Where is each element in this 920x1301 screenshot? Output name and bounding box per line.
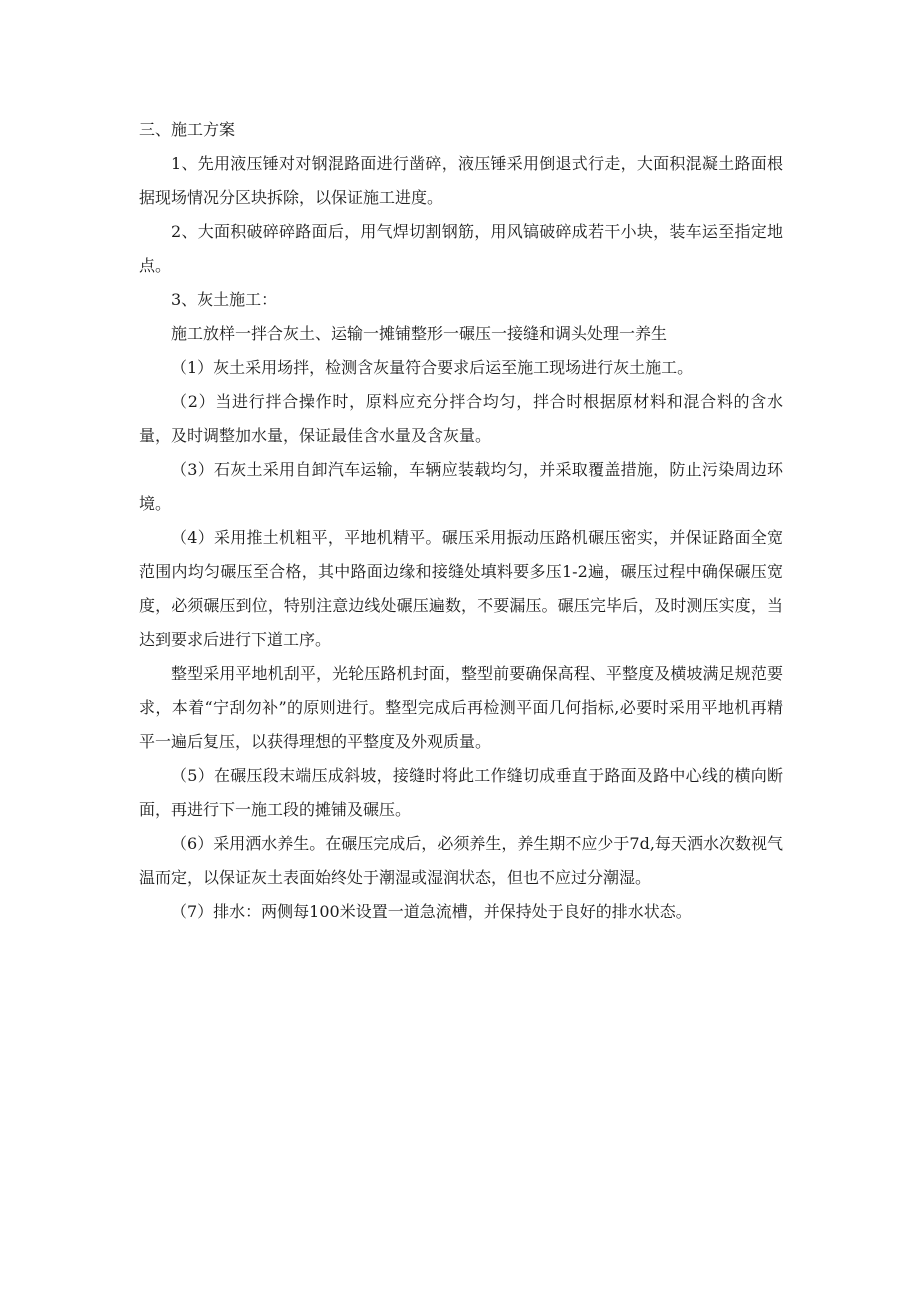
paragraph-demolition-step-1: 1、先用液压锤对对钢混路面进行凿碎，液压锤采用倒退式行走，大面积混凝土路面根据现场情况分区块拆除，以保证施工进度。 <box>139 154 783 207</box>
paragraph-demolition-step-2: 2、大面积破碎碎路面后，用气焊切割钢筋，用风镐破碎成若干小块，装车运至指定地点。 <box>139 222 783 275</box>
paragraph-item-7: （7）排水：两侧每100米设置一道急流槽，并保持处于良好的排水状态。 <box>171 902 692 921</box>
paragraph-item-5: （5）在碾压段末端压成斜坡，接缝时将此工作缝切成垂直于路面及路中心线的横向断面，再进行下一施工段的摊铺及碾压。 <box>139 766 783 819</box>
paragraph-item-1: （1）灰土采用场拌，检测含灰量符合要求后运至施工现场进行灰土施工。 <box>171 358 694 377</box>
paragraph-lime-soil-title: 3、灰土施工： <box>171 290 278 309</box>
paragraph-item-6: （6）采用洒水养生。在碾压完成后，必须养生，养生期不应少于7d,每天洒水次数视气温而定，以保证灰土表面始终处于潮湿或湿润状态，但也不应过分潮湿。 <box>139 834 783 887</box>
document-body <box>139 113 783 929</box>
paragraph-shaping: 整型采用平地机刮平，光轮压路机封面，整型前要确保高程、平整度及横坡满足规范要求，本着“宁刮勿补”的原则进行。整型完成后再检测平面几何指标,必要时采用平地机再精平一遍后复压，以获得理想的平整度及外观质量。 <box>139 664 783 751</box>
section-heading: 三、施工方案 <box>139 120 236 139</box>
paragraph-item-2: （2）当进行拌合操作时，原料应充分拌合均匀，拌合时根据原材料和混合料的含水量，及时调整加水量，保证最佳含水量及含灰量。 <box>139 392 783 445</box>
paragraph-item-3: （3）石灰土采用自卸汽车运输，车辆应装载均匀，并采取覆盖措施，防止污染周边环境。 <box>139 460 783 513</box>
paragraph-process-flow: 施工放样一拌合灰土、运输一摊铺整形一碾压一接缝和调头处理一养生 <box>171 324 668 343</box>
paragraph-item-4: （4）采用推土机粗平，平地机精平。碾压采用振动压路机碾压密实，并保证路面全宽范围内均匀碾压至合格，其中路面边缘和接缝处填料要多压1-2遍，碾压过程中确保碾压宽度，必须碾压到位，特别注意边线处碾压遍数，不要漏压。碾压完毕后，及时测压实度，当达到要求后进行下道工序。 <box>139 528 783 649</box>
